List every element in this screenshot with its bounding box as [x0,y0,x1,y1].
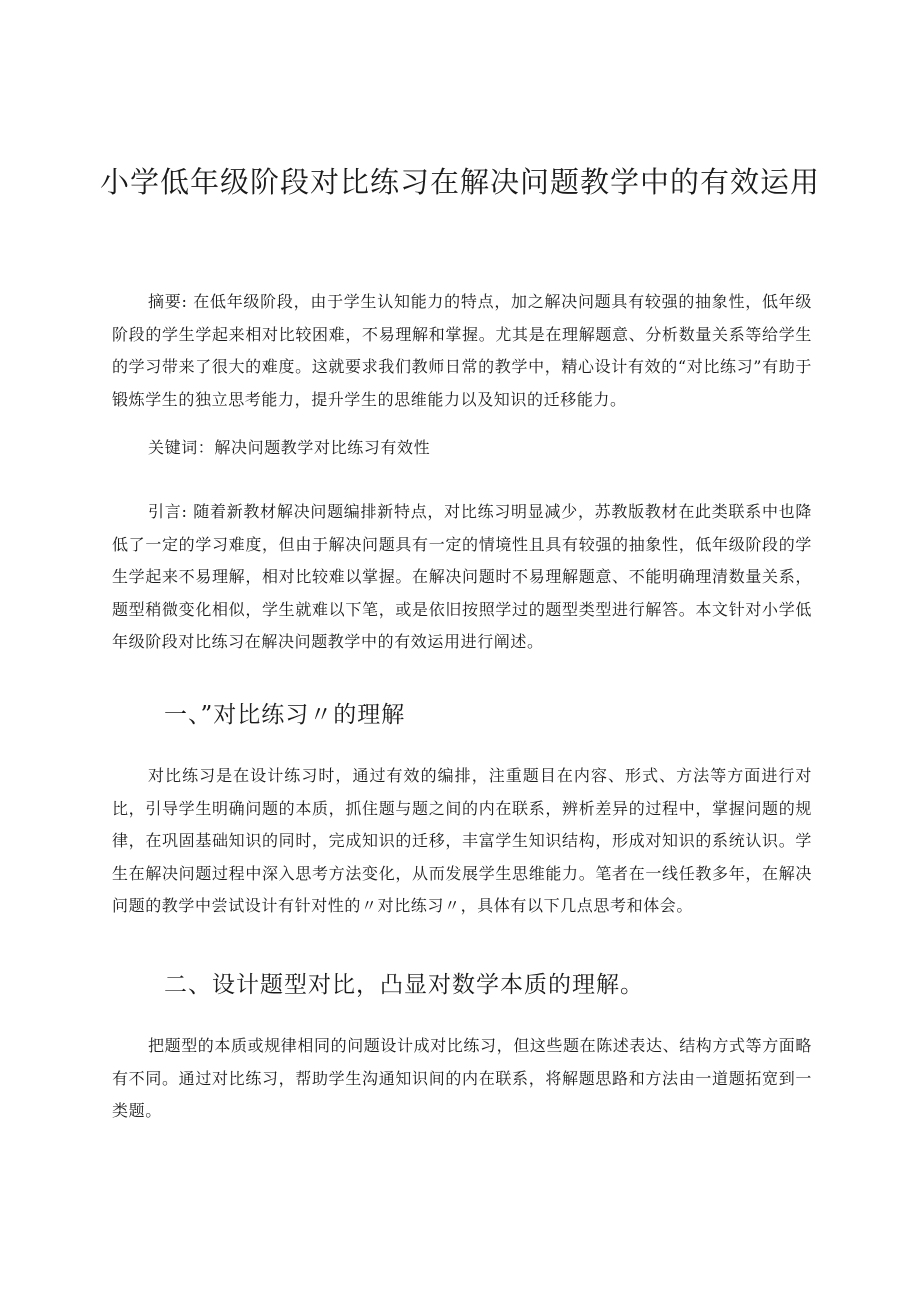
section-1-heading: 一、”对比练习〃的理解 [164,702,406,728]
section-2-heading: 二、设计题型对比，凸显对数学本质的理解。 [164,972,644,998]
keywords-paragraph: 关键词：解决问题教学对比练习有效性 [148,438,431,457]
section-1-body: 对比练习是在设计练习时，通过有效的编排，注重题目在内容、形式、方法等方面进行对比，引导学生明确问题的本质，抓住题与题之间的内在联系，辨析差异的过程中，掌握问题的规律，在巩固基础知识的同时，完成知识的迁移，丰富学生知识结构，形成对知识的系统认识。学生在解决问题过程中深入思考方法变化，从而发展学生思维能力。笔者在一线任教多年，在解决问题的教学中尝试设计有针对性的〃对比练习〃，具体有以下几点思考和体会。 [112,766,812,915]
introduction-paragraph: 引言: 随着新教材解决问题编排新特点，对比练习明显减少，苏教版教材在此类联系中也降低了一定的学习难度，但由于解决问题具有一定的情境性且具有较强的抽象性，低年级阶段的学生学起来不易理解，相对比较难以掌握。在解决问题时不易理解题意、不能明确理清数量关系，题型稍微变化相似，学生就难以下笔，或是依旧按照学过的题型类型进行解答。本文针对小学低年级阶段对比练习在解决问题教学中的有效运用进行阐述。 [112,502,812,651]
document-title: 小学低年级阶段对比练习在解决问题教学中的有效运用 [99,165,820,199]
section-2-body: 把题型的本质或规律相同的问题设计成对比练习，但这些题在陈述表达、结构方式等方面略有不同。通过对比练习，帮助学生沟通知识间的内在联系，将解题思路和方法由一道题拓宽到一类题。 [112,1036,813,1120]
abstract-paragraph: 摘要: 在低年级阶段，由于学生认知能力的特点，加之解决问题具有较强的抽象性，低年级阶段的学生学起来相对比较困难，不易理解和掌握。尤其是在理解题意、分析数量关系等给学生的学习带来了很大的难度。这就要求我们教师日常的教学中，精心设计有效的“对比练习”有助于锻炼学生的独立思考能力，提升学生的思维能力以及知识的迁移能力。 [112,292,812,409]
